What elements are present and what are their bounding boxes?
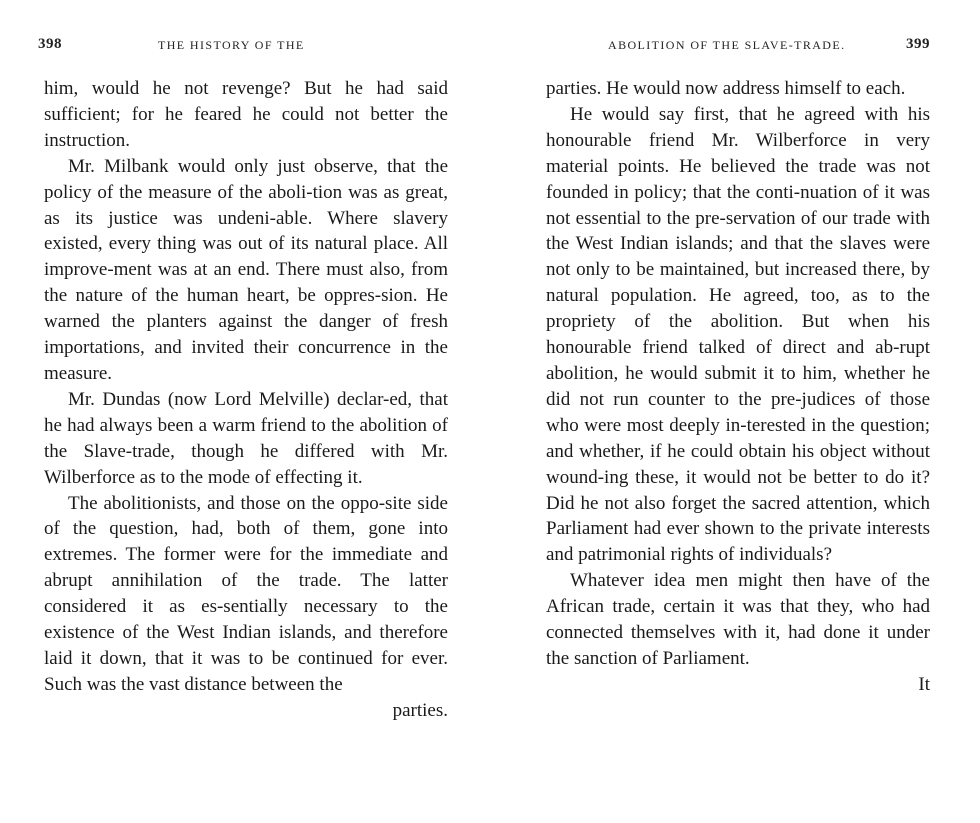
running-head: THE HISTORY OF THE [158, 38, 305, 52]
paragraph: Whatever idea men might then have of the African trade, certain it was that they, who had connected themselves with it, had done it under the sanction of Parliament. [546, 570, 930, 669]
paragraph: parties. He would now address himself to each. [546, 78, 906, 99]
catchword: It [918, 673, 930, 695]
page-number: 399 [906, 36, 930, 52]
paragraph: him, would he not revenge? But he had said sufficient; for he feared he could not better the instruction. [44, 78, 448, 151]
running-head: ABOLITION OF THE SLAVE-TRADE. [608, 38, 846, 52]
paragraph: Mr. Dundas (now Lord Melville) declar-ed, that he had always been a warm friend to the abolition of the Slave-trade, though he differed with Mr. Wilberforce as to the mode of effecting it. [44, 388, 448, 488]
catchword: parties. [392, 699, 448, 721]
right-page [490, 0, 980, 823]
paragraph: The abolitionists, and those on the oppo-site side of the question, had, both of them, gone into extremes. The former were for the immediate and abrupt annihilation of the trade. The latter considered it as es-sentially necessary to the existence of the West Indian islands, and therefore laid it down, that it was to be continued for ever. Such was the vast distance between the [44, 492, 448, 695]
page-number: 398 [38, 36, 62, 52]
body-text [546, 76, 930, 698]
body-text [44, 76, 448, 724]
paragraph: He would say first, that he agreed with his honourable friend Mr. Wilberforce in very material points. He believed the trade was not founded in policy; that the conti-nuation of it was not essential to the pre-servation of our trade with the West Indian islands; and that the slaves were not only to be maintained, but increased there, by natural population. He agreed, too, as to the propriety of the abolition. But when his honourable friend talked of direct and ab-rupt abolition, he would submit it to him, whether he did not run counter to the pre-judices of those who were most deeply in-terested in the question; and whether, if he could obtain his object without wound-ing these, it would not be better to do it? Did he not also forget the sacred attention, which Parliament had ever shown to the private interests and patrimonial rights of individuals? [546, 103, 930, 566]
paragraph: Mr. Milbank would only just observe, that the policy of the measure of the aboli-tion was as great, as its justice was undeni-able. Where slavery existed, every thing was out of its natural place. All improve-ment was at an end. There must also, from the nature of the human heart, be oppres-sion. He warned the planters against the danger of fresh importations, and invited their concurrence in the measure. [44, 155, 448, 384]
